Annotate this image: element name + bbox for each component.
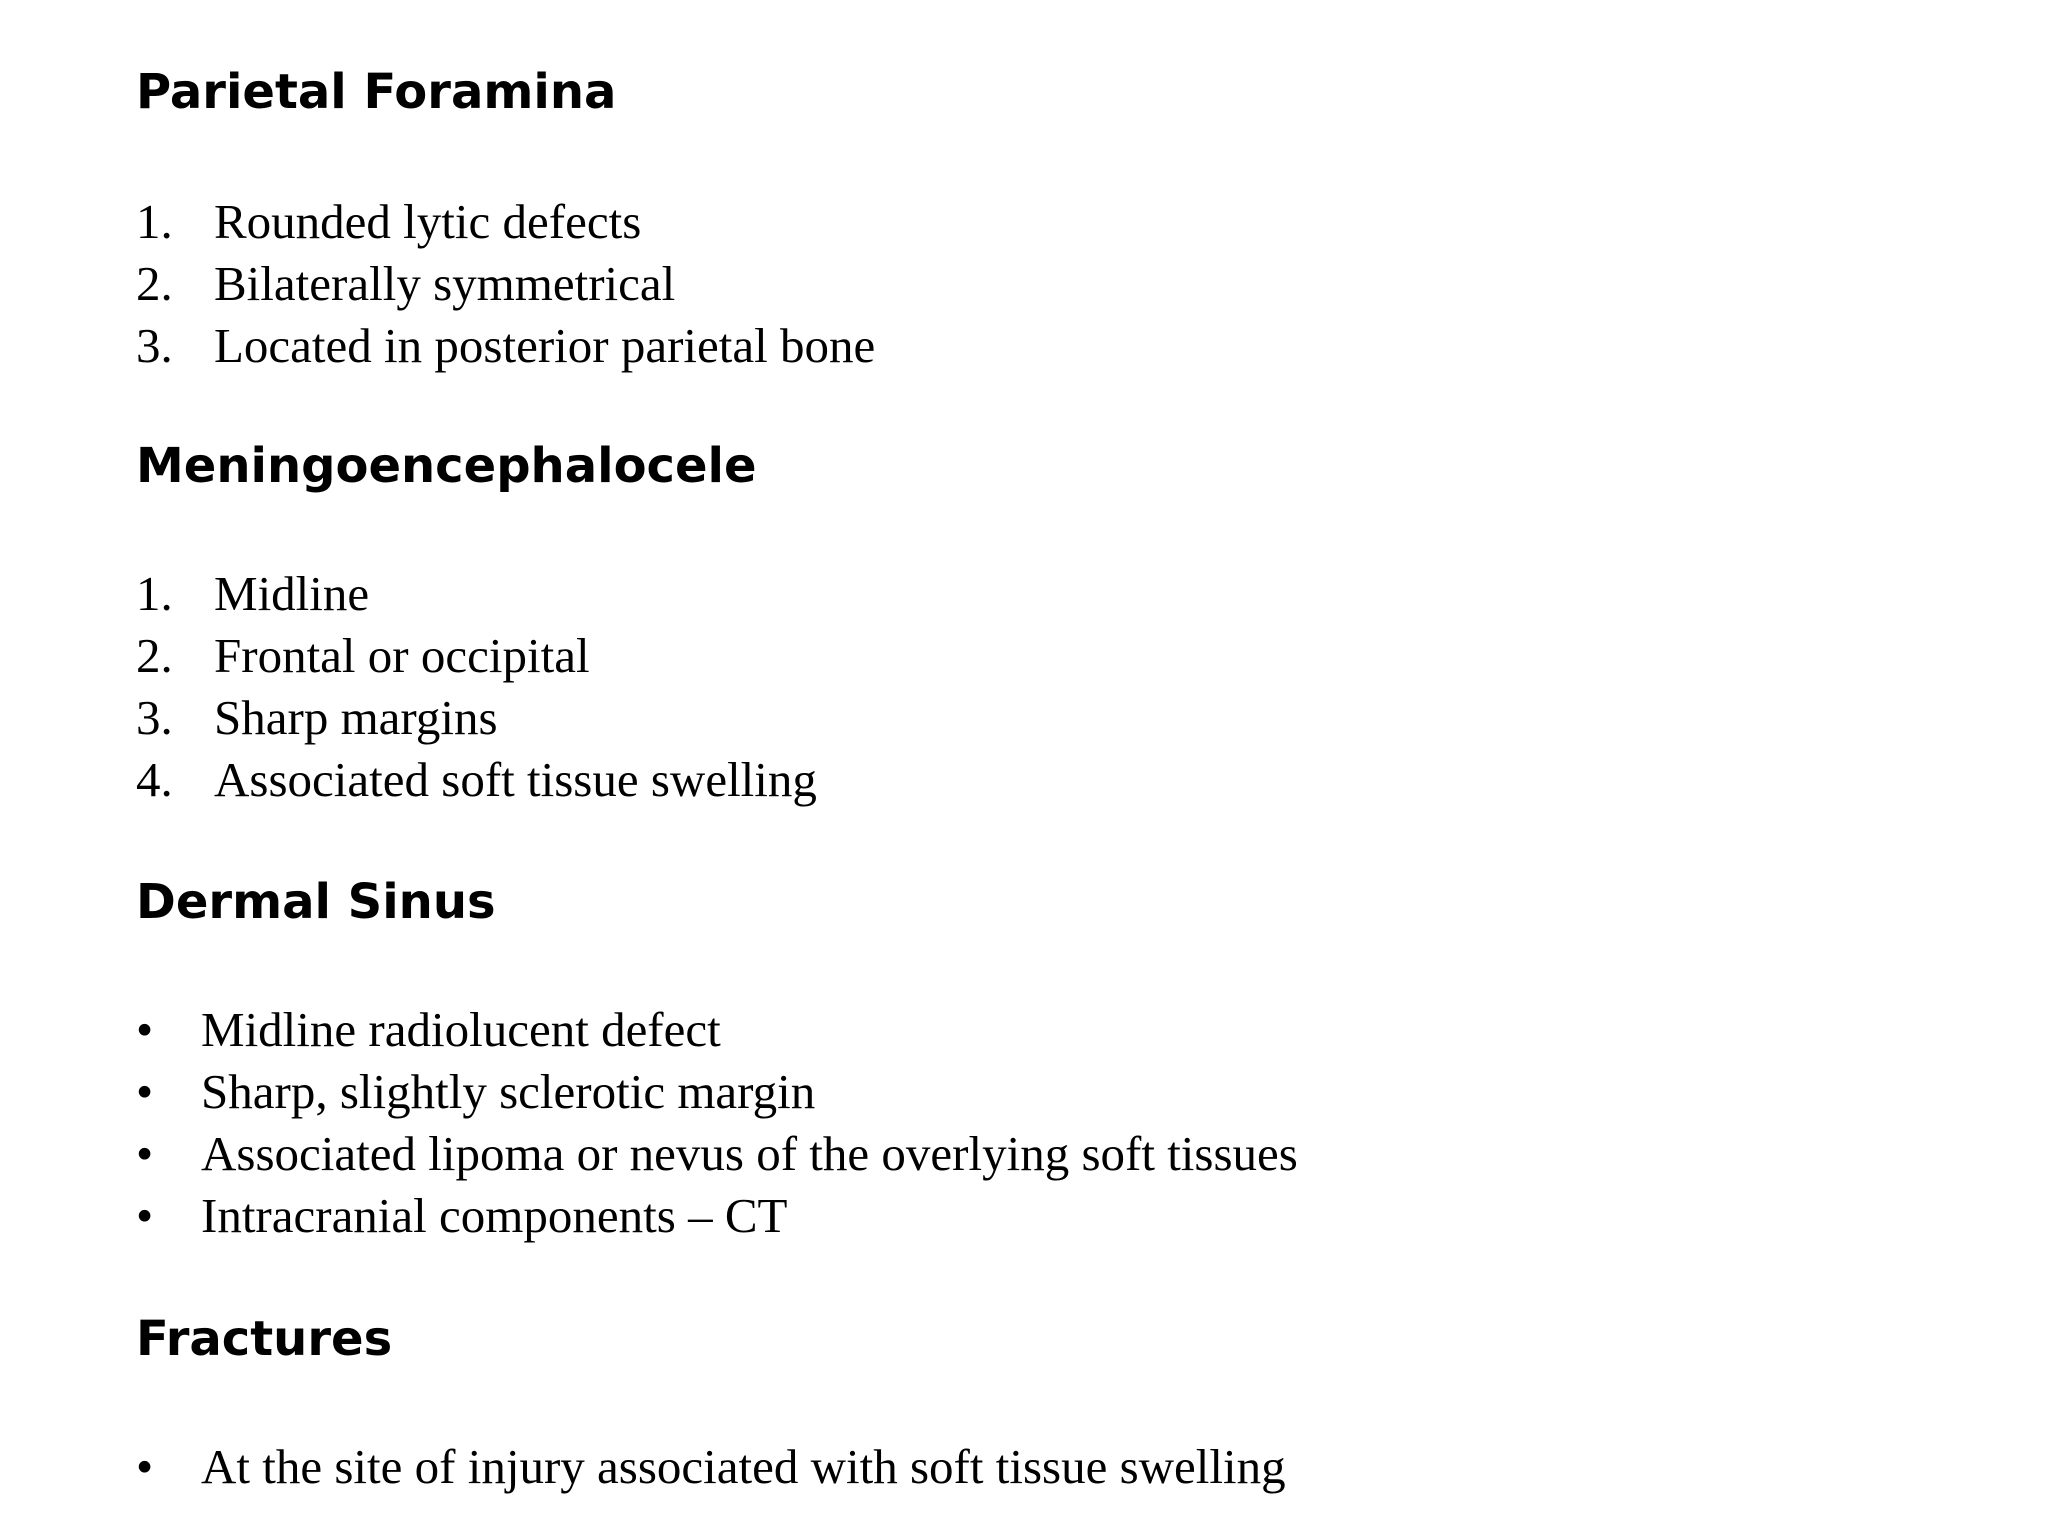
list-item-text: At the site of injury associated with soft tissue swelling [201,1439,1286,1494]
list-item-text: Associated soft tissue swelling [214,752,817,807]
bullet-icon: • [136,1064,154,1119]
bullet-icon: • [136,1439,154,1494]
list-item-text: Associated lipoma or nevus of the overlying soft tissues [201,1126,1298,1181]
list-item-text: Frontal or occipital [214,628,590,683]
list-item-text: Rounded lytic defects [214,194,642,249]
list-item-text: Sharp margins [214,690,498,745]
list-marker: 1. [136,194,173,249]
list-item-text: Midline radiolucent defect [201,1002,721,1057]
list-marker: 4. [136,752,173,807]
bullet-icon: • [136,1126,154,1181]
bullet-icon: • [136,1188,154,1243]
list-item-text: Bilaterally symmetrical [214,256,676,311]
list-item-text: Sharp, slightly sclerotic margin [201,1064,816,1119]
heading-fractures: Fractures [136,1311,393,1367]
list-marker: 3. [136,318,173,373]
heading-meningoencephalocele: Meningoencephalocele [136,438,757,494]
list-marker: 1. [136,566,173,621]
heading-parietal-foramina: Parietal Foramina [136,64,617,120]
list-item-text: Located in posterior parietal bone [214,318,876,373]
bullet-icon: • [136,1002,154,1057]
list-marker: 2. [136,256,173,311]
list-item-text: Intracranial components – CT [201,1188,788,1243]
list-marker: 2. [136,628,173,683]
list-marker: 3. [136,690,173,745]
heading-dermal-sinus: Dermal Sinus [136,874,496,930]
list-item-text: Midline [214,566,370,621]
